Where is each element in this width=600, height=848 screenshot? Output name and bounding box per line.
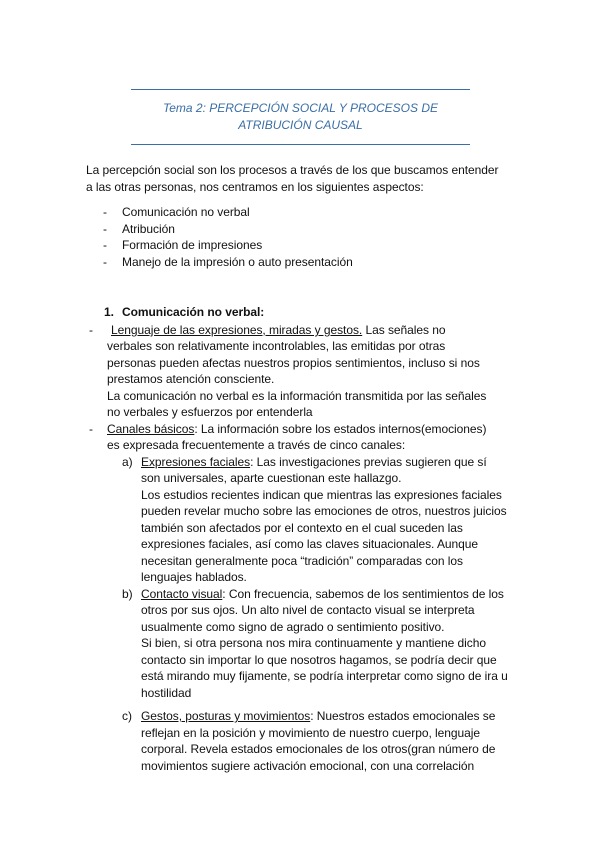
bullet-dash: - <box>103 255 107 269</box>
item1-line: prestamos atención consciente. <box>107 372 275 386</box>
sub-b-line: está mirando muy fijamente, se podría interpretar como signo de ira u <box>141 669 508 683</box>
bullet-item-3: Formación de impresiones <box>122 238 263 252</box>
sub-a-line: necesitan generalmente poca “tradición” comparadas con los <box>141 554 463 568</box>
sub-b-line: hostilidad <box>141 686 192 700</box>
sub-a-line: pueden revelar mucho sobre las emociones de otros, nuestros juicios <box>141 504 507 518</box>
item2-dash: - <box>89 422 93 436</box>
sub-c-first-line <box>141 708 495 724</box>
title-line-2: ATRIBUCIÓN CAUSAL <box>238 118 363 132</box>
sub-c-line: reflejan en la posición y movimiento de nuestro cuerpo, lenguaje <box>141 726 481 740</box>
sub-c-marker: c) <box>122 709 132 723</box>
title-top-rule <box>131 89 470 90</box>
title-bottom-rule <box>131 144 470 145</box>
sub-a-line: son universales, aparte cuestionan este hallazgo. <box>141 471 402 485</box>
document-title <box>131 100 470 134</box>
sub-b-first-line <box>141 586 504 602</box>
sub-b-line: usualmente como signo de agrado o sentimiento positivo. <box>141 620 445 634</box>
sub-b-line: contacto sin importar lo que nosotros hagamos, se podría decir que <box>141 653 497 667</box>
sub-a-line: también son afectados por el contexto en el cual suceden las <box>141 521 463 535</box>
sub-c-term: Gestos, posturas y movimientos <box>141 709 311 723</box>
sub-a-tail: : Las investigaciones previas sugieren que sí <box>250 455 487 469</box>
sub-a-first-line <box>141 454 487 470</box>
sub-c-line: movimientos sugiere activación emocional, con una correlación <box>141 759 475 773</box>
bullet-item-2: Atribución <box>122 222 175 236</box>
bullet-item-1: Comunicación no verbal <box>122 205 250 219</box>
item1-line: personas pueden afectas nuestros propios sentimientos, incluso si nos <box>107 356 480 370</box>
section-number: 1. <box>104 305 114 319</box>
sub-b-line: otros por sus ojos. Un alto nivel de contacto visual se interpreta <box>141 603 475 617</box>
sub-a-line: lenguajes hablados. <box>141 570 247 584</box>
item2-line: es expresada frecuentemente a través de cinco canales: <box>107 438 406 452</box>
item1-line: no verbales y esfuerzos por entenderla <box>107 405 313 419</box>
item1-line: verbales son relativamente incontrolables, las emitidas por otras <box>107 339 446 353</box>
item2-tail: : La información sobre los estados internos(emociones) <box>194 422 487 436</box>
item1-term: Lenguaje de las expresiones, miradas y gestos. <box>111 323 363 337</box>
sub-c-line: corporal. Revela estados emocionales de los otros(gran número de <box>141 742 496 756</box>
bullet-dash: - <box>103 238 107 252</box>
sub-b-term: Contacto visual <box>141 587 223 601</box>
sub-c-tail: : Nuestros estados emocionales se <box>310 709 496 723</box>
bullet-dash: - <box>103 205 107 219</box>
intro-line-1: La percepción social son los procesos a través de los que buscamos entender <box>86 163 499 177</box>
item2-term: Canales básicos <box>107 422 195 436</box>
sub-a-line: expresiones faciales, así como las claves situacionales. Aunque <box>141 537 479 551</box>
item2-first-line <box>107 421 486 437</box>
sub-b-line: Si bien, si otra persona nos mira continuamente y mantiene dicho <box>141 636 486 650</box>
sub-a-term: Expresiones faciales <box>141 455 251 469</box>
item1-tail: Las señales no <box>362 323 446 337</box>
item1-dash: - <box>89 323 93 337</box>
item1-first-line <box>107 322 446 338</box>
intro-line-2: a las otras personas, nos centramos en los siguientes aspectos: <box>86 180 424 194</box>
sub-a-marker: a) <box>122 455 133 469</box>
item1-line: La comunicación no verbal es la información transmitida por las señales <box>107 389 487 403</box>
sub-a-line: Los estudios recientes indican que mientras las expresiones faciales <box>141 488 502 502</box>
section-heading: Comunicación no verbal: <box>122 305 265 319</box>
title-line-1: Tema 2: PERCEPCIÓN SOCIAL Y PROCESOS DE <box>163 101 438 115</box>
sub-b-marker: b) <box>122 587 133 601</box>
sub-b-tail: : Con frecuencia, sabemos de los sentimientos de los <box>222 587 504 601</box>
bullet-item-4: Manejo de la impresión o auto presentación <box>122 255 353 269</box>
bullet-dash: - <box>103 222 107 236</box>
